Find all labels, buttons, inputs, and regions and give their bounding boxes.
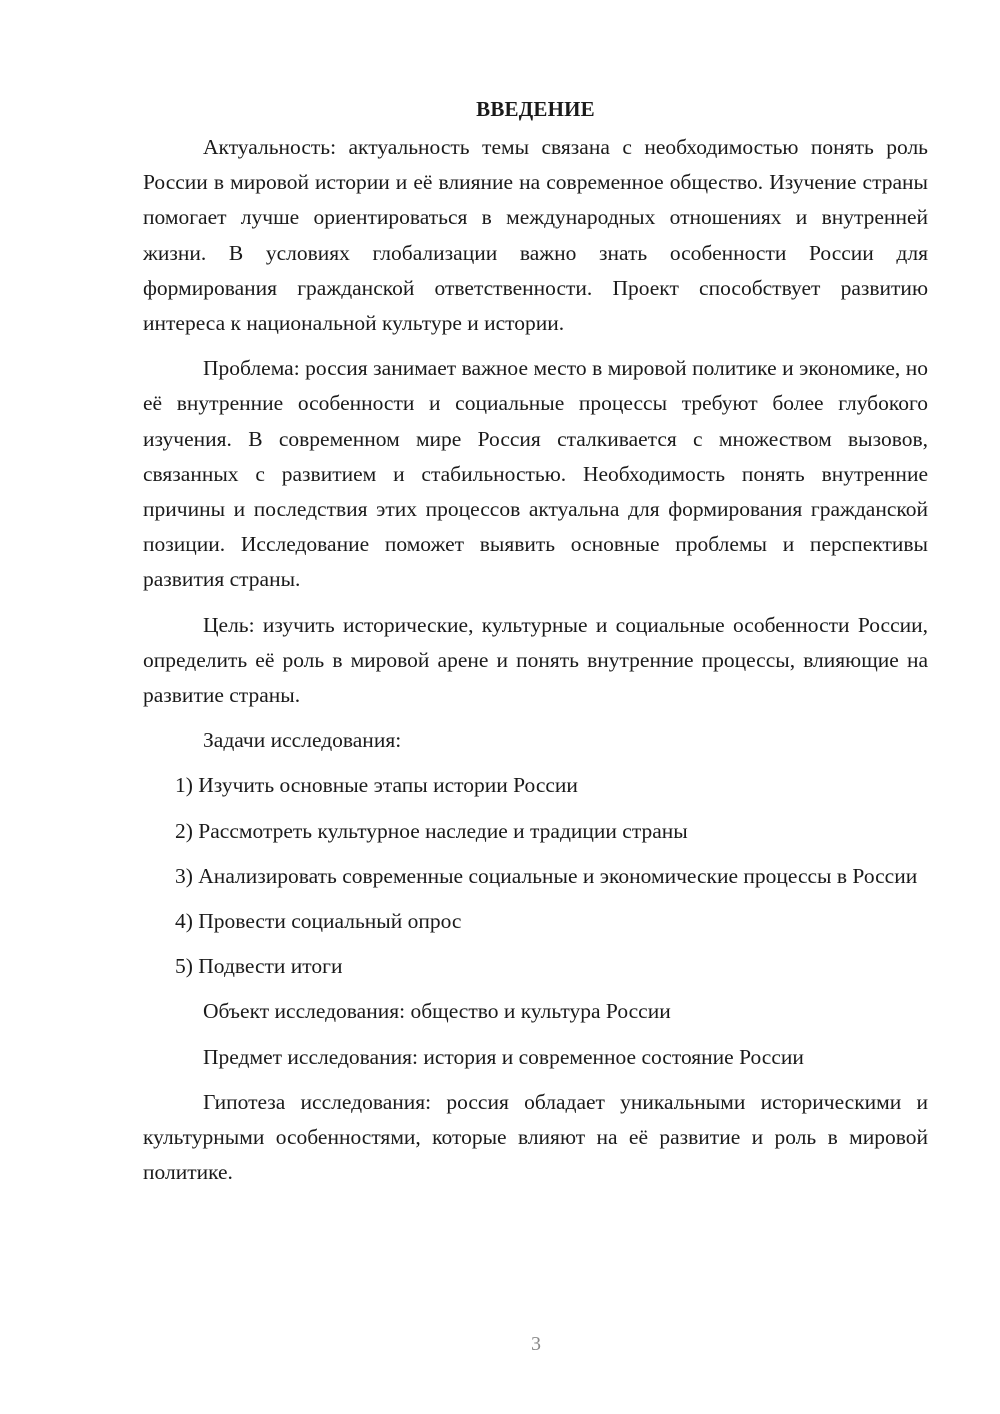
page-number: 3 xyxy=(531,1333,541,1355)
relevance-paragraph: Актуальность: актуальность темы связана с необходимостью понять роль России в мировой истории и её влияние на современное общество. Изучение страны помогает лучше ориентироваться в международных отношениях и внутренней жизни. В условиях глобализации важно знать особенности России для формирования гражданской ответственности. Проект способствует развитию интереса к национальной культуре и истории. xyxy=(143,135,928,336)
tasks-heading: Задачи исследования: xyxy=(203,728,402,753)
hypothesis-paragraph: Гипотеза исследования: россия обладает уникальными историческими и культурными особенностями, которые влияют на её развитие и роль в мировой политике. xyxy=(143,1089,928,1185)
task-item: 2) Рассмотреть культурное наследие и традиции страны xyxy=(175,818,688,843)
research-subject: Предмет исследования: история и современное состояние России xyxy=(203,1044,804,1069)
task-item: 4) Провести социальный опрос xyxy=(175,909,462,934)
problem-paragraph: Проблема: россия занимает важное место в мировой политике и экономике, но её внутренние особенности и социальные процессы требуют более глубокого изучения. В современном мире Россия сталкивается с множеством вызовов, связанных с развитием и стабильностью. Необходимость понять внутренние причины и последствия этих процессов актуальна для формирования гражданской позиции. Исследование поможет выявить основные проблемы и перспективы развития страны. xyxy=(143,356,928,592)
task-item: 1) Изучить основные этапы истории России xyxy=(175,773,578,798)
document-page xyxy=(143,92,928,1200)
task-item: 3) Анализировать современные социальные и экономические процессы в России xyxy=(175,863,918,888)
task-item: 5) Подвести итоги xyxy=(175,954,343,979)
research-object: Объект исследования: общество и культура России xyxy=(203,999,671,1024)
page-title: ВВЕДЕНИЕ xyxy=(476,97,595,121)
goal-paragraph: Цель: изучить исторические, культурные и социальные особенности России, определить её роль в мировой арене и понять внутренние процессы, влияющие на развитие страны. xyxy=(143,612,928,708)
